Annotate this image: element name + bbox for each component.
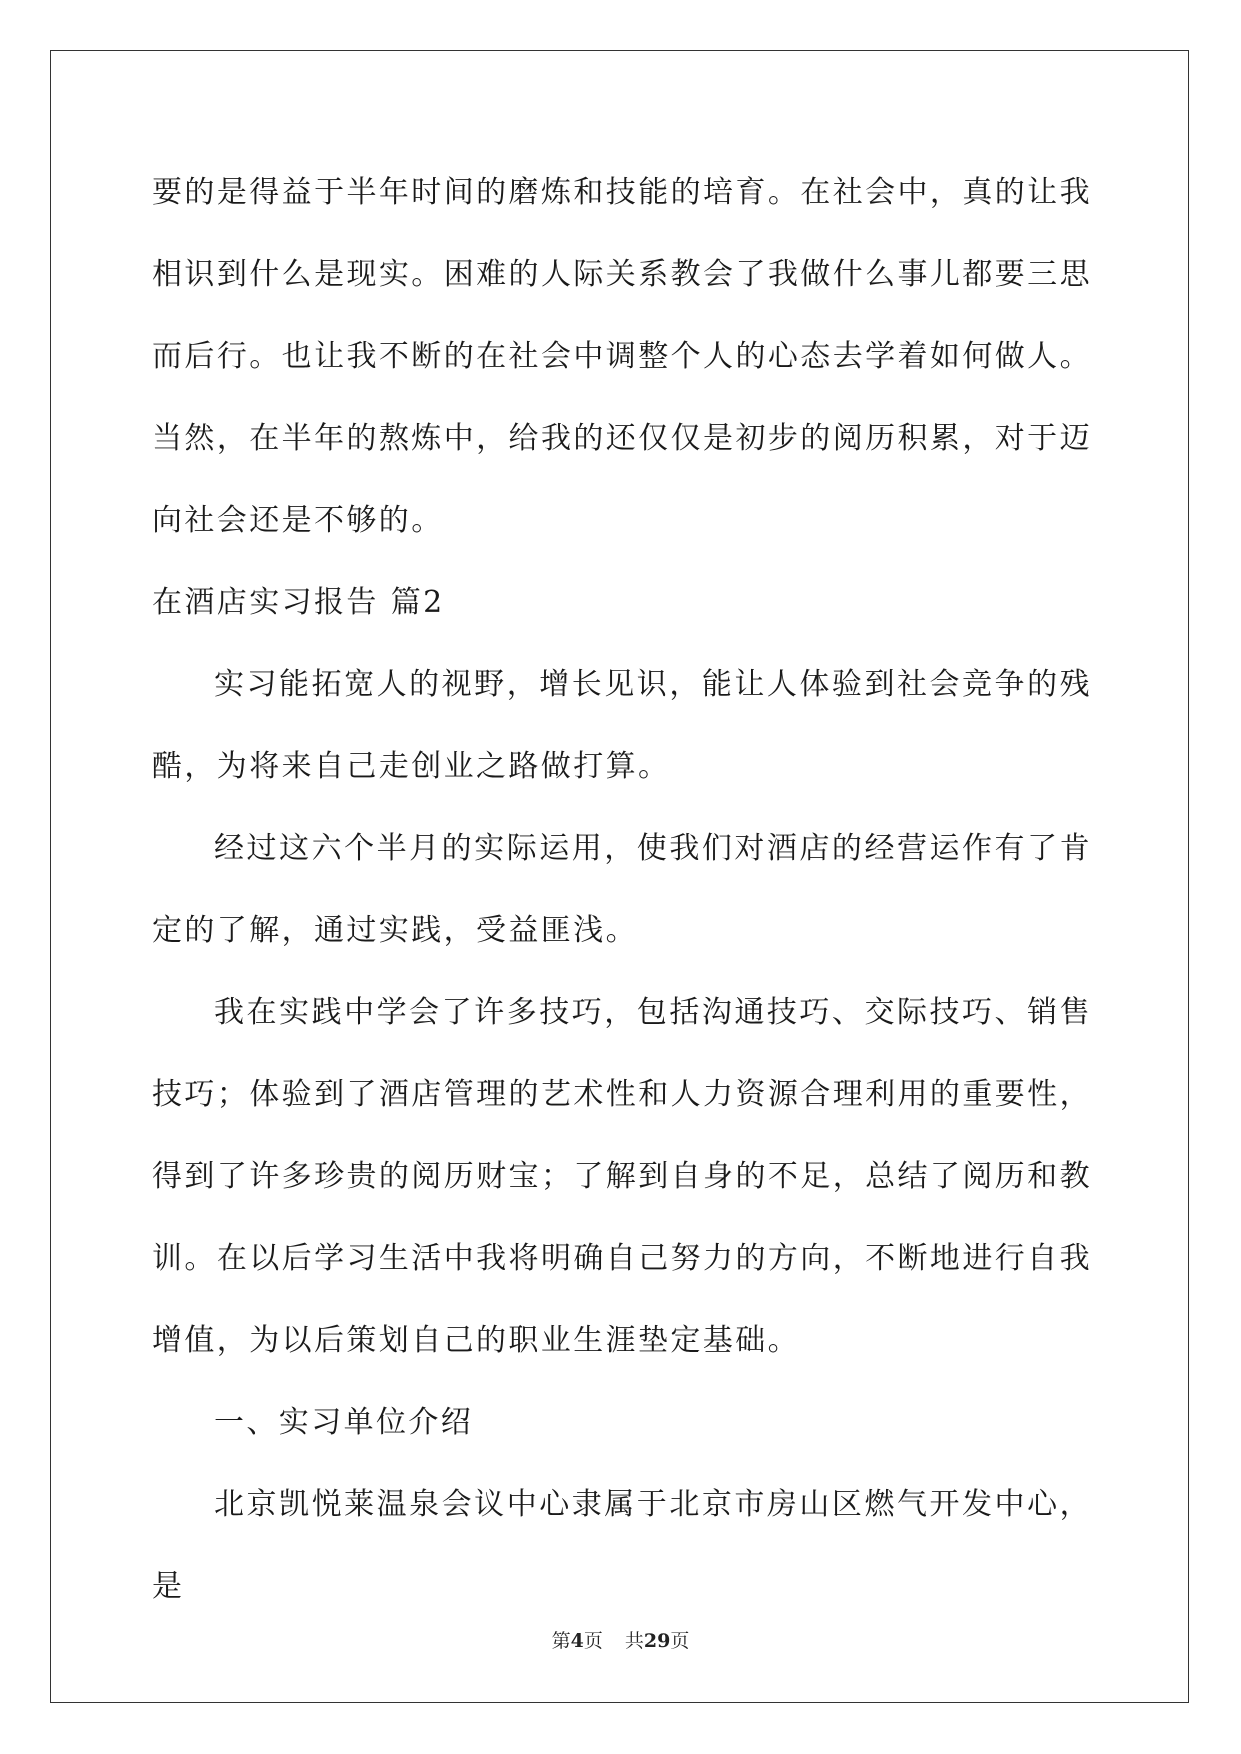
document-body: [152, 152, 1092, 1628]
page-number: 4: [570, 1630, 584, 1652]
section-title: 在酒店实习报告 篇2: [152, 585, 445, 620]
page-total: 29: [643, 1630, 671, 1652]
paragraph: 实习能拓宽人的视野，增长见识，能让人体验到社会竞争的残酷，为将来自己走创业之路做打算。: [152, 667, 1092, 784]
paragraph: 要的是得益于半年时间的磨炼和技能的培育。在社会中，真的让我相识到什么是现实。困难的人际关系教会了我做什么事儿都要三思而后行。也让我不断的在社会中调整个人的心态去学着如何做人。当然，在半年的熬炼中，给我的还仅仅是初步的阅历积累，对于迈向社会还是不够的。: [152, 175, 1092, 538]
paragraph: 经过这六个半月的实际运用，使我们对酒店的经营运作有了肯定的了解，通过实践，受益匪浅。: [152, 831, 1092, 948]
footer-total-suffix: 页: [670, 1630, 690, 1652]
page-footer: [0, 1626, 1241, 1653]
footer-page-suffix: 页: [583, 1630, 603, 1652]
paragraph: 我在实践中学会了许多技巧，包括沟通技巧、交际技巧、销售技巧；体验到了酒店管理的艺术性和人力资源合理利用的重要性，得到了许多珍贵的阅历财宝；了解到自身的不足，总结了阅历和教训。在以后学习生活中我将明确自己努力的方向，不断地进行自我增值，为以后策划自己的职业生涯垫定基础。: [152, 995, 1092, 1358]
paragraph: 北京凯悦莱温泉会议中心隶属于北京市房山区燃气开发中心，是: [152, 1487, 1092, 1604]
subheading: 一、实习单位介绍: [214, 1405, 474, 1440]
footer-total-prefix: 共: [624, 1630, 644, 1652]
footer-prefix: 第: [551, 1630, 571, 1652]
